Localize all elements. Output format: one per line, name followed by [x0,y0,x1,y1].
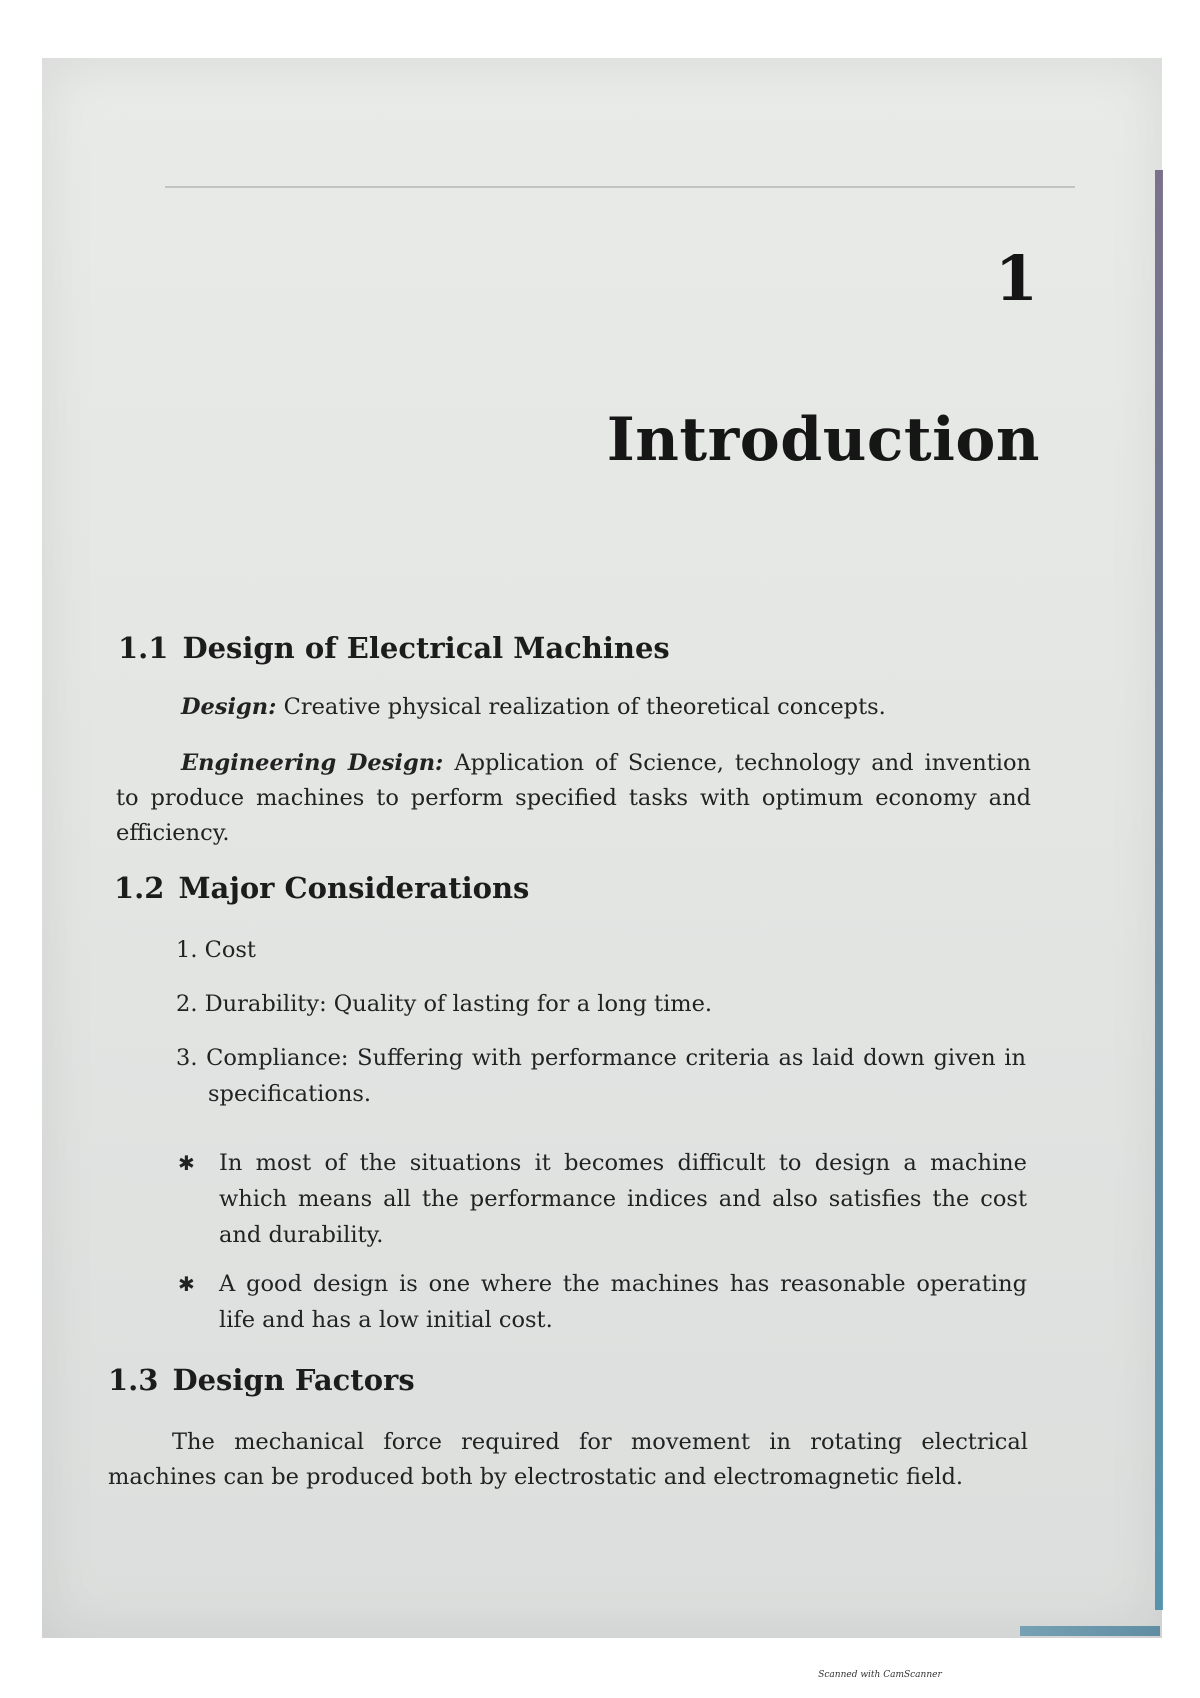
scanner-watermark: Scanned with CamScanner [818,1670,942,1680]
design-definition [181,690,1031,725]
bullet-item: In most of the situations it becomes difficult to design a machine which means all the performance indices and also satisfies the cost and durability. [219,1150,1027,1248]
section-number: 1.3 [108,1363,159,1397]
star-bullet-icon: ✱ [178,1272,195,1296]
list-item: 2. Durability: Quality of lasting for a long time. [176,991,713,1017]
section-number: 1.2 [114,871,165,905]
section-heading-1-1 [118,631,670,665]
chapter-number: 1 [994,242,1038,315]
design-text: Creative physical realization of theoretical concepts. [283,694,886,720]
section-heading-1-2 [114,871,530,905]
list-item: 3. Compliance: Suffering with performance criteria as laid down given in specifications. [176,1045,1026,1107]
term-engineering-design: Engineering Design: [181,750,444,776]
section-title: Major Considerations [178,871,530,905]
chapter-title: Introduction [606,405,1040,475]
engineering-design-definition [116,746,1031,851]
section-title: Design of Electrical Machines [182,631,670,665]
term-design: Design: [181,694,277,720]
engineering-design-text: Application of Science, technology and invention to produce machines to perform specified tasks with optimum economy and efficiency. [116,750,1031,846]
design-factors-paragraph: The mechanical force required for movement in rotating electrical machines can be produced both by electrostatic and electromagnetic field. [108,1429,1028,1490]
bullet-item: A good design is one where the machines has reasonable operating life and has a low initial cost. [219,1271,1027,1333]
list-item: 1. Cost [176,937,256,963]
section-number: 1.1 [118,631,169,665]
star-bullet-icon: ✱ [178,1151,195,1175]
section-title: Design Factors [172,1363,415,1397]
section-heading-1-3 [108,1363,415,1397]
